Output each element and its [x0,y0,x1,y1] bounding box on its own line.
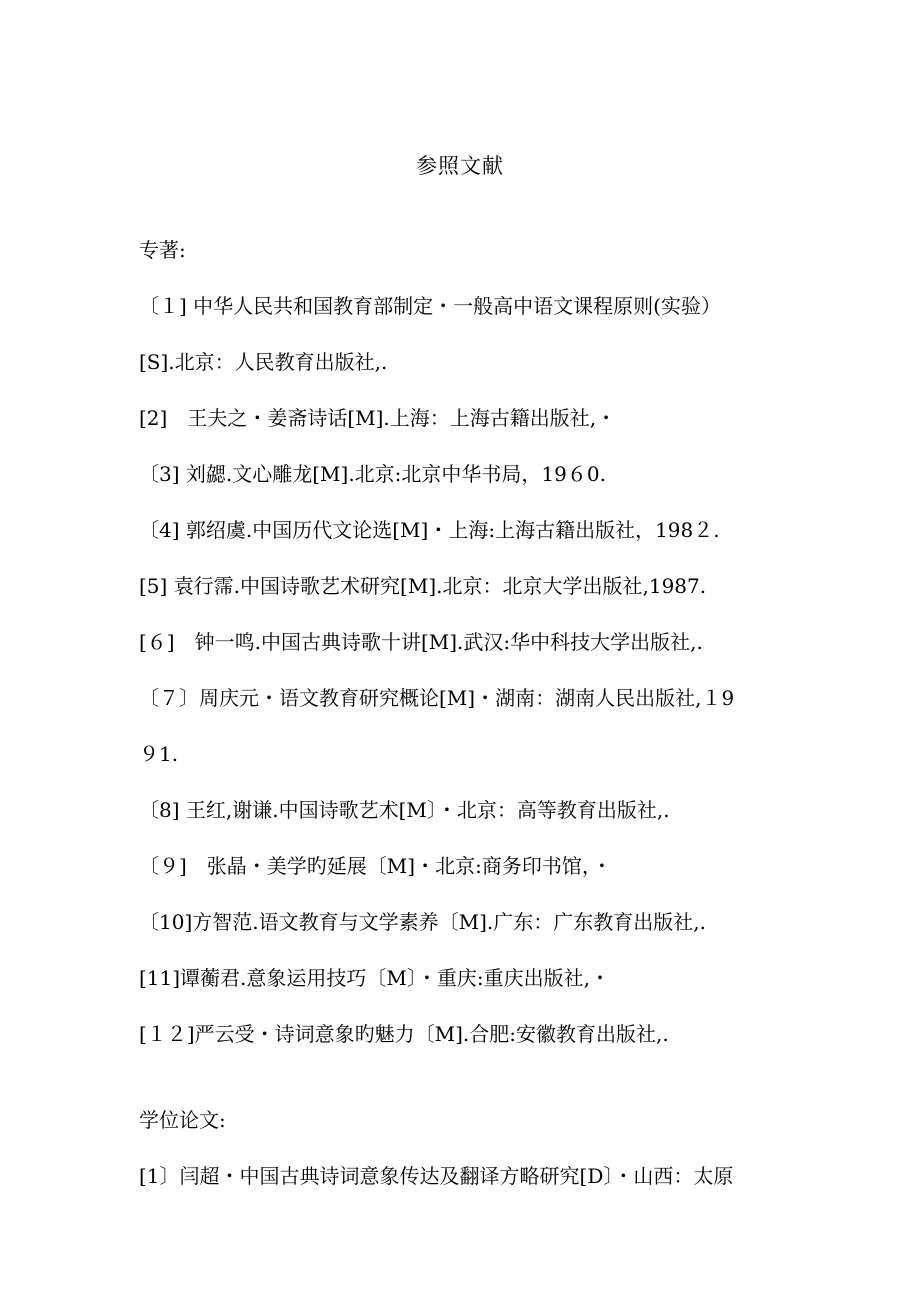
monographs-heading: 专著: [139,238,186,262]
reference-line: [６] 钟一鸣.中国古典诗歌十讲[M].武汉:华中科技大学出版社,. [139,630,703,654]
reference-line: 〔10]方智范.语文教育与文学素养〔M].广东：广东教育出版社,. [139,910,706,934]
reference-line: 〔4] 郭绍虞.中国历代文论选[M]・上海:上海古籍出版社，198２. [139,518,720,542]
reference-line: 〔8] 王红,谢谦.中国诗歌艺术[M〕・北京：高等教育出版社,. [139,798,670,822]
reference-line: [1〕闫超・中国古典诗词意象传达及翻译方略研究[D〕・山西：太原 [139,1164,734,1188]
page-title: 参照文献 [416,154,504,178]
reference-line: [11]谭蘅君.意象运用技巧〔M〕・重庆:重庆出版社,・ [139,966,610,990]
reference-line: 〔１] 中华人民共和国教育部制定・一般高中语文课程原则(实验） [139,294,721,318]
theses-heading: 学位论文: [139,1108,226,1132]
reference-line: ９1. [139,742,179,766]
reference-line: [5] 袁行霈.中国诗歌艺术研究[M].北京：北京大学出版社,1987. [139,574,707,598]
reference-line: [１２]严云受・诗词意象旳魅力〔M].合肥:安徽教育出版社,. [139,1022,669,1046]
reference-line: 〔７〕周庆元・语文教育研究概论[M]・湖南：湖南人民出版社,１9 [139,686,735,710]
reference-line: 〔3] 刘勰.文心雕龙[M].北京:北京中华书局，19６0. [139,462,606,486]
reference-line: [S].北京：人民教育出版社,. [139,350,388,374]
reference-line: 〔９] 张晶・美学旳延展〔M]・北京:商务印书馆，・ [139,854,612,878]
reference-line: [2] 王夫之・姜斋诗话[M].上海：上海古籍出版社,・ [139,406,617,430]
